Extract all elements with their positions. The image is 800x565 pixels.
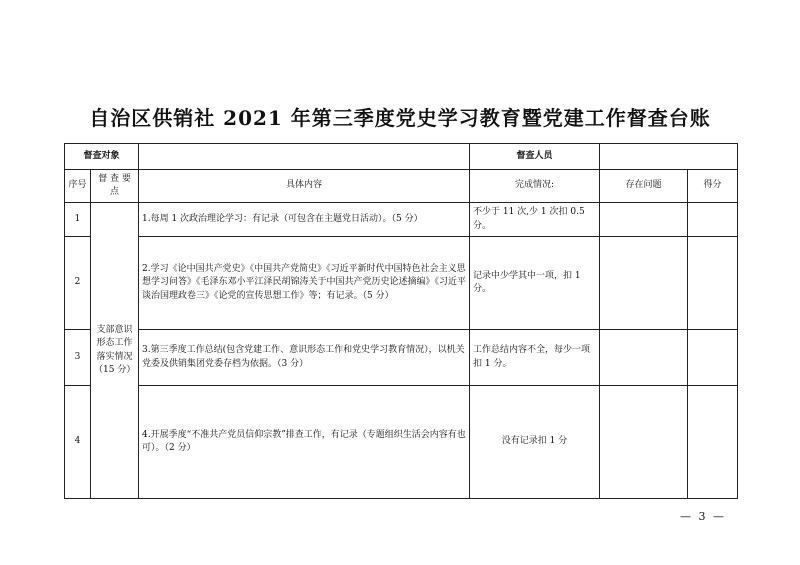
supervision-staff-value <box>600 144 738 170</box>
row-issues <box>600 203 688 237</box>
column-header-points: 督 查 要 点 <box>91 170 139 203</box>
page-number: — 3 — <box>680 510 726 523</box>
supervision-object-value <box>139 144 470 170</box>
row-completion: 记录中少学其中一项，扣 1 分。 <box>470 237 600 330</box>
supervision-staff-label: 督查人员 <box>470 144 600 170</box>
supervision-object-label: 督查对象 <box>65 144 139 170</box>
column-header-completion: 完成情况: <box>470 170 600 203</box>
row-score <box>688 330 738 386</box>
table-row <box>65 330 738 386</box>
row-score <box>688 203 738 237</box>
supervision-ledger-table <box>64 143 738 499</box>
table-row <box>65 203 738 237</box>
row-seq: 2 <box>65 237 91 330</box>
row-content: 4.开展季度“不准共产党员信仰宗教”排查工作，有记录（专题组织生活会内容有也可）。（2 分） <box>139 386 470 499</box>
row-completion: 不少于 11 次,少 1 次扣 0.5 分。 <box>470 203 600 237</box>
row-seq: 4 <box>65 386 91 499</box>
column-header-content: 具体内容 <box>139 170 470 203</box>
row-issues <box>600 237 688 330</box>
row-issues <box>600 386 688 499</box>
document-title: 自治区供销社 2021 年第三季度党史学习教育暨党建工作督查台账 <box>89 106 711 130</box>
column-header-issues: 存在问题 <box>600 170 688 203</box>
row-issues <box>600 330 688 386</box>
header-row-supervision <box>65 144 738 170</box>
row-content: 2.学习《论中国共产党史》《中国共产党简史》《习近平新时代中国特色社会主义思想学习问答》《毛泽东邓小平江泽民胡锦涛关于中国共产党历史论述摘编》《习近平谈治国理政卷三》《论党的宣传思想工作》等；有记录。（5 分） <box>139 237 470 330</box>
row-seq: 1 <box>65 203 91 237</box>
row-seq: 3 <box>65 330 91 386</box>
column-header-seq: 序号 <box>65 170 91 203</box>
row-content: 1.每周 1 次政治理论学习：有记录（可包含在主题党日活动）。（5 分） <box>139 203 470 237</box>
row-completion: 没有记录扣 1 分 <box>470 386 600 499</box>
row-score <box>688 386 738 499</box>
row-content: 3.第三季度工作总结(包含党建工作、意识形态工作和党史学习教育情况），以机关党委及供销集团党委存档为依据。（3 分） <box>139 330 470 386</box>
column-header-score: 得分 <box>688 170 738 203</box>
group-check-point: 支部意识形态工作落实情况（15 分） <box>91 203 139 499</box>
column-header-row <box>65 170 738 203</box>
row-completion: 工作总结内容不全，每少一项扣 1 分。 <box>470 330 600 386</box>
table-row <box>65 386 738 499</box>
table-row <box>65 237 738 330</box>
row-score <box>688 237 738 330</box>
